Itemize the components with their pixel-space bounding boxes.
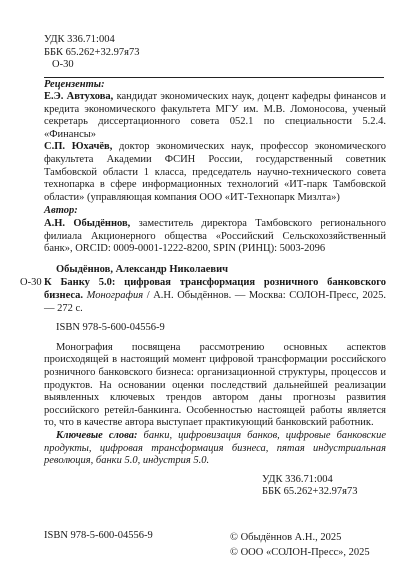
keywords [44, 430, 386, 468]
classification-header [44, 0, 386, 72]
reviewer-name: Е.Э. Автухова, [44, 91, 114, 103]
book-details: / А.Н. Обыдённов. — Москва: СОЛОН-Пресс, 2025. — 272 с. [44, 290, 386, 314]
abstract: Монография посвящена рассмотрению основных аспектов происходящей в настоящий момент цифровой трансформации российского розничного банковского бизнеса: организационной структуры, процессов и продуктов. На основании оценки последствий дальнейшей реализации выявленных ключевых трендов автором даны прогнозы развития российского ретейл-банкинга. Особенностью настоящей работы является то, что в качестве автора выступает практикующий банковский работник. [44, 341, 386, 429]
reviewer-entry [44, 91, 386, 141]
bibliographic-record [20, 277, 386, 315]
biblio-code: О-30 [20, 277, 42, 289]
author-entry [44, 218, 386, 256]
bottom-classification [262, 474, 386, 499]
reviewer-text: доктор экономических наук, профессор экономического факультета Академии ФСИН России, государственный советник Тамбовской области 1 класса, председатель научно-технического совета технопарка в сфере информационных технологий «ИТ-парк Тамбовской области» (управляющая компания ООО «ИТ-Технопарк Мизлта») [44, 141, 386, 203]
keywords-label: Ключевые слова: [56, 429, 138, 441]
reviewer-text: кандидат экономических наук, доцент кафедры финансов и кредита экономического факультета МГУ им. М.В. Ломоносова, ученый секретарь диссертационного совета 052.1 по специальности 5.2.4. «Финансы» [44, 91, 386, 140]
book-type: Монография [83, 290, 144, 301]
copyright-author: © Обыдённов А.Н., 2025 [230, 532, 342, 543]
bbk-code: ББК 65.262+32.97я73 [44, 46, 140, 58]
book-title: К Банку 5.0: цифровая трансформация розничного банковского бизнеса. [44, 277, 386, 301]
udk-code: УДК 336.71:004 [44, 34, 115, 45]
bottom-bbk: ББК 65.262+32.97я73 [262, 486, 358, 498]
author-title: Автор: [44, 205, 78, 217]
author-section [44, 205, 386, 255]
author-name: А.Н. Обыдённов, [44, 218, 131, 230]
reviewers-title: Рецензенты: [44, 78, 105, 90]
keywords-text: банки, цифровизация банков, цифровые банковские продукты, цифровая трансформация бизнеса, пятая индустриальная революция, банки 5.0, индустрия 5.0. [44, 429, 386, 467]
biblio-author-heading: Обыдённов, Александр Николаевич [56, 263, 229, 275]
reviewer-entry [44, 141, 386, 204]
biblio-description [44, 277, 386, 315]
author-sign: О-30 [52, 59, 74, 70]
copyright-block [230, 530, 370, 560]
header-divider [44, 77, 384, 78]
reviewer-name: С.П. Юхачёв, [44, 141, 113, 153]
biblio-isbn: ISBN 978-5-600-04556-9 [56, 322, 165, 334]
footer-isbn: ISBN 978-5-600-04556-9 [44, 530, 153, 541]
copyright-publisher: © ООО «СОЛОН-Пресс», 2025 [230, 547, 370, 558]
reviewers-section [44, 79, 386, 205]
bottom-udk: УДК 336.71:004 [262, 473, 333, 485]
author-text: заместитель директора Тамбовского регионального филиала Акционерного общества «Российский Сельскохозяйственный банк», ORCID: 0009-0001-1222-8200, SPIN (РИНЦ): 5003-2096 [44, 218, 386, 255]
